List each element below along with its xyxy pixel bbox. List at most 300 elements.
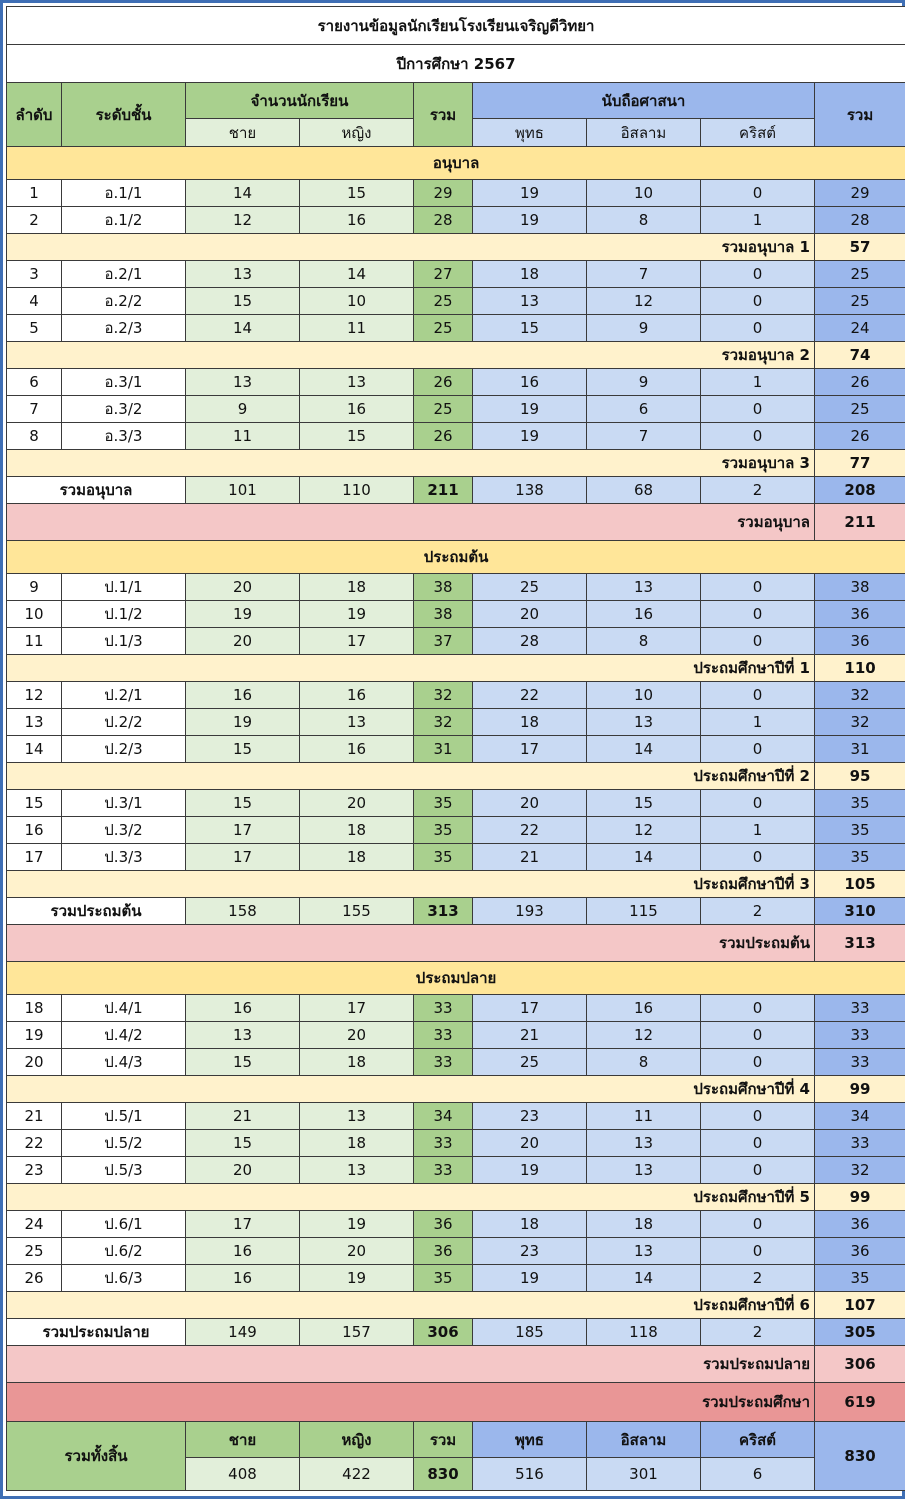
- section-total-cell: 101: [186, 477, 300, 504]
- header-religion: นับถือศาสนา: [473, 83, 815, 119]
- cell: 19: [473, 396, 587, 423]
- cell: 16: [300, 682, 414, 709]
- cell: 0: [701, 1049, 815, 1076]
- subtotal-row: [7, 655, 905, 682]
- table-row: [7, 790, 905, 817]
- table-row: [7, 288, 905, 315]
- cell: 16: [300, 396, 414, 423]
- cell: 21: [7, 1103, 62, 1130]
- cell: 36: [815, 1238, 905, 1265]
- cell: 33: [414, 1130, 473, 1157]
- cell: 16: [587, 995, 701, 1022]
- subtotal-value: 74: [815, 342, 905, 369]
- cell: 16: [186, 1265, 300, 1292]
- cell: 38: [414, 574, 473, 601]
- cell: 19: [186, 601, 300, 628]
- cell: 1: [701, 817, 815, 844]
- section-total-cell: 306: [414, 1319, 473, 1346]
- cell: 19: [7, 1022, 62, 1049]
- cell: 1: [701, 709, 815, 736]
- section-total-cell: 185: [473, 1319, 587, 1346]
- cell: 3: [7, 261, 62, 288]
- cell: 38: [414, 601, 473, 628]
- cell: 35: [414, 790, 473, 817]
- section-total-cell: 211: [414, 477, 473, 504]
- cell: 13: [587, 574, 701, 601]
- cell: 8: [7, 423, 62, 450]
- cell: 31: [414, 736, 473, 763]
- cell: 18: [587, 1211, 701, 1238]
- cell: 19: [300, 1265, 414, 1292]
- cell: 33: [414, 995, 473, 1022]
- cell: 2: [701, 1265, 815, 1292]
- subtotal-value: 99: [815, 1076, 905, 1103]
- section-total-label: รวมประถมต้น: [7, 898, 186, 925]
- cell: 18: [300, 1130, 414, 1157]
- cell: 13: [300, 709, 414, 736]
- cell: 17: [186, 817, 300, 844]
- grand-female-value: 422: [300, 1458, 414, 1491]
- cell: 17: [473, 736, 587, 763]
- section-total-cell: 149: [186, 1319, 300, 1346]
- cell: 33: [815, 995, 905, 1022]
- cell: 19: [300, 1211, 414, 1238]
- table-row: [7, 709, 905, 736]
- cell: 12: [186, 207, 300, 234]
- subtotal-row: [7, 871, 905, 898]
- cell: 19: [186, 709, 300, 736]
- cell: 33: [815, 1130, 905, 1157]
- table-row: [7, 1211, 905, 1238]
- cell: 14: [186, 315, 300, 342]
- subtotal-label: ประถมศึกษาปีที่ 3: [7, 871, 815, 898]
- cell: 26: [815, 423, 905, 450]
- cell: 38: [815, 574, 905, 601]
- table-row: [7, 736, 905, 763]
- cell: 32: [815, 709, 905, 736]
- cell: 20: [300, 1022, 414, 1049]
- grand-male-label: ชาย: [186, 1422, 300, 1458]
- cell: 19: [300, 601, 414, 628]
- section-total-cell: 158: [186, 898, 300, 925]
- cell: 20: [473, 790, 587, 817]
- cell: 32: [414, 709, 473, 736]
- subtotal-value: 105: [815, 871, 905, 898]
- subtotal-row: [7, 450, 905, 477]
- cell: 18: [473, 1211, 587, 1238]
- cell: 24: [7, 1211, 62, 1238]
- cell: 16: [300, 736, 414, 763]
- cell: 19: [473, 207, 587, 234]
- cell: อ.3/1: [62, 369, 186, 396]
- subtotal-row: [7, 1184, 905, 1211]
- header-order: ลำดับ: [7, 83, 62, 147]
- cell: 17: [300, 628, 414, 655]
- cell: 15: [186, 790, 300, 817]
- cell: 22: [7, 1130, 62, 1157]
- cell: 34: [815, 1103, 905, 1130]
- section-total-cell: 310: [815, 898, 905, 925]
- report-year: ปีการศึกษา 2567: [7, 45, 905, 83]
- cell: 23: [473, 1103, 587, 1130]
- header-level: ระดับชั้น: [62, 83, 186, 147]
- cell: 26: [7, 1265, 62, 1292]
- section-total-cell: 313: [414, 898, 473, 925]
- cell: 0: [701, 628, 815, 655]
- cell: 0: [701, 396, 815, 423]
- section-sum-value: 313: [815, 925, 905, 962]
- subtotal-row: [7, 1292, 905, 1319]
- table-row: [7, 995, 905, 1022]
- cell: 10: [7, 601, 62, 628]
- cell: 16: [186, 995, 300, 1022]
- cell: อ.3/3: [62, 423, 186, 450]
- cell: 11: [186, 423, 300, 450]
- cell: 35: [414, 817, 473, 844]
- subtotal-value: 57: [815, 234, 905, 261]
- cell: 0: [701, 574, 815, 601]
- table-row: [7, 574, 905, 601]
- table-row: [7, 1130, 905, 1157]
- section-sum-value: 306: [815, 1346, 905, 1383]
- cell: 18: [473, 261, 587, 288]
- grand-islam-label: อิสลาม: [587, 1422, 701, 1458]
- cell: 15: [300, 423, 414, 450]
- grand-buddhist-label: พุทธ: [473, 1422, 587, 1458]
- cell: อ.1/2: [62, 207, 186, 234]
- cell: 25: [473, 574, 587, 601]
- cell: 33: [815, 1049, 905, 1076]
- student-report-table: [6, 6, 905, 1491]
- header-islam: อิสลาม: [587, 119, 701, 147]
- section-sum-label: รวมประถมปลาย: [7, 1346, 815, 1383]
- cell: 13: [300, 369, 414, 396]
- cell: 11: [300, 315, 414, 342]
- cell: ป.1/3: [62, 628, 186, 655]
- grand-total-label: รวมทั้งสิ้น: [7, 1422, 186, 1491]
- cell: ป.2/2: [62, 709, 186, 736]
- cell: 15: [587, 790, 701, 817]
- cell: 32: [414, 682, 473, 709]
- subtotal-value: 95: [815, 763, 905, 790]
- cell: 10: [587, 682, 701, 709]
- cell: ป.6/3: [62, 1265, 186, 1292]
- cell: 0: [701, 1022, 815, 1049]
- cell: ป.4/3: [62, 1049, 186, 1076]
- cell: 0: [701, 601, 815, 628]
- cell: 25: [414, 315, 473, 342]
- cell: 25: [815, 396, 905, 423]
- subtotal-label: รวมอนุบาล 3: [7, 450, 815, 477]
- primary-total-label: รวมประถมศึกษา: [7, 1383, 815, 1422]
- section-total-cell: 68: [587, 477, 701, 504]
- section-header-row: [7, 541, 905, 574]
- subtotal-row: [7, 763, 905, 790]
- header-christian: คริสต์: [701, 119, 815, 147]
- cell: 15: [186, 1049, 300, 1076]
- cell: ป.2/1: [62, 682, 186, 709]
- cell: 0: [701, 261, 815, 288]
- cell: 34: [414, 1103, 473, 1130]
- cell: 12: [587, 1022, 701, 1049]
- table-row: [7, 1265, 905, 1292]
- cell: 23: [7, 1157, 62, 1184]
- cell: 24: [815, 315, 905, 342]
- table-row: [7, 1157, 905, 1184]
- cell: 28: [414, 207, 473, 234]
- cell: 27: [414, 261, 473, 288]
- section-title: อนุบาล: [7, 147, 905, 180]
- cell: 16: [473, 369, 587, 396]
- cell: 29: [815, 180, 905, 207]
- cell: 36: [414, 1211, 473, 1238]
- cell: 20: [186, 574, 300, 601]
- cell: 33: [815, 1022, 905, 1049]
- table-row: [7, 315, 905, 342]
- section-total-cell: 110: [300, 477, 414, 504]
- cell: 13: [300, 1103, 414, 1130]
- section-sum-value: 211: [815, 504, 905, 541]
- table-row: [7, 1049, 905, 1076]
- cell: 12: [587, 288, 701, 315]
- section-total-cell: 155: [300, 898, 414, 925]
- section-total-label: รวมอนุบาล: [7, 477, 186, 504]
- cell: ป.1/2: [62, 601, 186, 628]
- cell: 14: [587, 736, 701, 763]
- table-row: [7, 601, 905, 628]
- cell: 22: [473, 817, 587, 844]
- cell: 0: [701, 995, 815, 1022]
- cell: 7: [587, 261, 701, 288]
- cell: 17: [473, 995, 587, 1022]
- section-title: ประถมปลาย: [7, 962, 905, 995]
- cell: 18: [300, 574, 414, 601]
- cell: อ.1/1: [62, 180, 186, 207]
- section-header-row: [7, 147, 905, 180]
- cell: 21: [186, 1103, 300, 1130]
- grand-all-value: 830: [815, 1422, 905, 1491]
- header-female: หญิง: [300, 119, 414, 147]
- section-sum-label: รวมประถมต้น: [7, 925, 815, 962]
- cell: 19: [473, 1157, 587, 1184]
- cell: 2: [7, 207, 62, 234]
- cell: 19: [473, 1265, 587, 1292]
- table-row: [7, 844, 905, 871]
- section-sum-row: [7, 1346, 905, 1383]
- cell: 15: [186, 288, 300, 315]
- subtotal-value: 110: [815, 655, 905, 682]
- cell: 29: [414, 180, 473, 207]
- grand-christian-value: 6: [701, 1458, 815, 1491]
- cell: 16: [7, 817, 62, 844]
- cell: 9: [587, 369, 701, 396]
- cell: 31: [815, 736, 905, 763]
- cell: ป.3/2: [62, 817, 186, 844]
- cell: 6: [587, 396, 701, 423]
- cell: 18: [7, 995, 62, 1022]
- cell: 23: [473, 1238, 587, 1265]
- cell: 8: [587, 1049, 701, 1076]
- cell: 0: [701, 315, 815, 342]
- cell: 36: [815, 601, 905, 628]
- cell: 22: [473, 682, 587, 709]
- cell: 9: [186, 396, 300, 423]
- cell: 17: [186, 844, 300, 871]
- table-row: [7, 1022, 905, 1049]
- cell: 11: [7, 628, 62, 655]
- cell: 20: [7, 1049, 62, 1076]
- cell: 21: [473, 844, 587, 871]
- table-row: [7, 423, 905, 450]
- cell: 25: [7, 1238, 62, 1265]
- grand-total-value: 830: [414, 1458, 473, 1491]
- header-buddhist: พุทธ: [473, 119, 587, 147]
- cell: 13: [587, 1238, 701, 1265]
- table-row: [7, 817, 905, 844]
- cell: 0: [701, 180, 815, 207]
- cell: 16: [186, 682, 300, 709]
- section-total-cell: 305: [815, 1319, 905, 1346]
- cell: 14: [300, 261, 414, 288]
- section-total-cell: 157: [300, 1319, 414, 1346]
- cell: ป.6/2: [62, 1238, 186, 1265]
- section-total-row: [7, 477, 905, 504]
- cell: 0: [701, 1103, 815, 1130]
- cell: 7: [587, 423, 701, 450]
- section-total-label: รวมประถมปลาย: [7, 1319, 186, 1346]
- cell: 35: [815, 844, 905, 871]
- cell: 8: [587, 207, 701, 234]
- cell: 1: [701, 369, 815, 396]
- cell: 20: [300, 1238, 414, 1265]
- grand-buddhist-value: 516: [473, 1458, 587, 1491]
- cell: 15: [186, 1130, 300, 1157]
- cell: 0: [701, 288, 815, 315]
- section-total-row: [7, 898, 905, 925]
- cell: ป.2/3: [62, 736, 186, 763]
- grand-islam-value: 301: [587, 1458, 701, 1491]
- report-title: รายงานข้อมูลนักเรียนโรงเรียนเจริญดีวิทยา: [7, 7, 905, 45]
- cell: ป.3/1: [62, 790, 186, 817]
- section-title: ประถมต้น: [7, 541, 905, 574]
- cell: 20: [186, 628, 300, 655]
- section-sum-label: รวมอนุบาล: [7, 504, 815, 541]
- section-sum-row: [7, 925, 905, 962]
- cell: 14: [587, 1265, 701, 1292]
- cell: 20: [300, 790, 414, 817]
- cell: 32: [815, 1157, 905, 1184]
- section-total-cell: 208: [815, 477, 905, 504]
- cell: 0: [701, 423, 815, 450]
- cell: 0: [701, 1238, 815, 1265]
- cell: 0: [701, 790, 815, 817]
- grand-total-col-label: รวม: [414, 1422, 473, 1458]
- table-row: [7, 180, 905, 207]
- cell: 35: [815, 790, 905, 817]
- cell: 19: [473, 423, 587, 450]
- cell: 35: [815, 817, 905, 844]
- cell: 25: [414, 396, 473, 423]
- cell: 26: [815, 369, 905, 396]
- header-students: จำนวนนักเรียน: [186, 83, 414, 119]
- section-total-cell: 118: [587, 1319, 701, 1346]
- cell: 33: [414, 1022, 473, 1049]
- cell: 28: [473, 628, 587, 655]
- cell: 18: [300, 817, 414, 844]
- header-total: รวม: [414, 83, 473, 147]
- cell: 13: [587, 1130, 701, 1157]
- table-row: [7, 1238, 905, 1265]
- cell: 36: [815, 628, 905, 655]
- table-row: [7, 396, 905, 423]
- grand-total-header-row: [7, 1422, 905, 1458]
- cell: 9: [587, 315, 701, 342]
- cell: 10: [300, 288, 414, 315]
- cell: 16: [300, 207, 414, 234]
- table-row: [7, 261, 905, 288]
- cell: 25: [414, 288, 473, 315]
- cell: 7: [7, 396, 62, 423]
- cell: 18: [473, 709, 587, 736]
- cell: 20: [473, 1130, 587, 1157]
- cell: อ.2/2: [62, 288, 186, 315]
- cell: 5: [7, 315, 62, 342]
- subtotal-label: ประถมศึกษาปีที่ 5: [7, 1184, 815, 1211]
- cell: 11: [587, 1103, 701, 1130]
- subtotal-label: ประถมศึกษาปีที่ 2: [7, 763, 815, 790]
- cell: 0: [701, 1211, 815, 1238]
- cell: 14: [186, 180, 300, 207]
- cell: 37: [414, 628, 473, 655]
- cell: 15: [300, 180, 414, 207]
- cell: 13: [7, 709, 62, 736]
- cell: 6: [7, 369, 62, 396]
- cell: 8: [587, 628, 701, 655]
- cell: 13: [186, 369, 300, 396]
- subtotal-label: ประถมศึกษาปีที่ 1: [7, 655, 815, 682]
- cell: 26: [414, 369, 473, 396]
- grand-male-value: 408: [186, 1458, 300, 1491]
- cell: 14: [7, 736, 62, 763]
- cell: 18: [300, 1049, 414, 1076]
- cell: 19: [473, 180, 587, 207]
- cell: 1: [701, 207, 815, 234]
- subtotal-value: 77: [815, 450, 905, 477]
- table-row: [7, 682, 905, 709]
- primary-total-row: [7, 1383, 905, 1422]
- cell: ป.5/3: [62, 1157, 186, 1184]
- cell: 26: [414, 423, 473, 450]
- cell: 36: [414, 1238, 473, 1265]
- cell: 13: [473, 288, 587, 315]
- cell: 16: [587, 601, 701, 628]
- section-sum-row: [7, 504, 905, 541]
- section-total-cell: 115: [587, 898, 701, 925]
- cell: ป.6/1: [62, 1211, 186, 1238]
- section-total-cell: 138: [473, 477, 587, 504]
- cell: 0: [701, 682, 815, 709]
- cell: 20: [186, 1157, 300, 1184]
- table-row: [7, 1103, 905, 1130]
- header-male: ชาย: [186, 119, 300, 147]
- cell: 25: [815, 288, 905, 315]
- cell: ป.5/1: [62, 1103, 186, 1130]
- header-total-religion: รวม: [815, 83, 905, 147]
- cell: 17: [7, 844, 62, 871]
- subtotal-label: รวมอนุบาล 2: [7, 342, 815, 369]
- cell: 36: [815, 1211, 905, 1238]
- grand-christian-label: คริสต์: [701, 1422, 815, 1458]
